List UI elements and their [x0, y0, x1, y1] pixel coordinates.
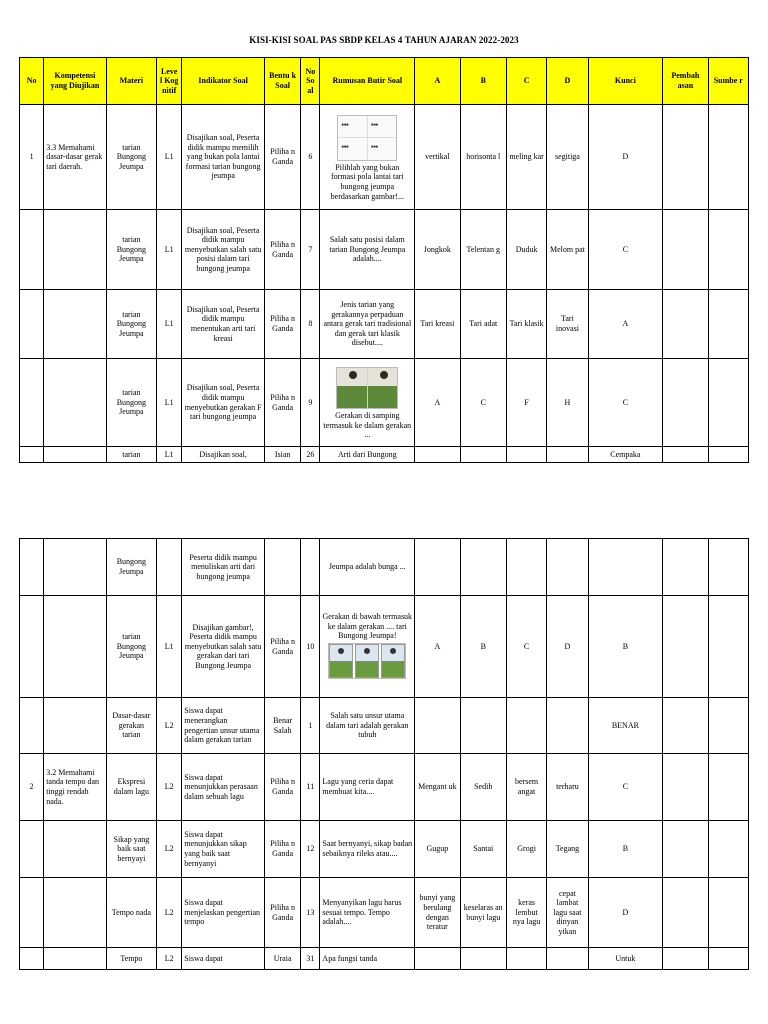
- cell-option-d: Tegang: [547, 821, 588, 878]
- cell-sumber: [708, 698, 748, 754]
- cell-sumber: [708, 105, 748, 210]
- cell-no: 1: [20, 105, 44, 210]
- cell-option-b: keselaras an bunyi lagu: [460, 878, 506, 948]
- header-kunci: Kunci: [588, 58, 663, 105]
- cell-pembahasan: [663, 105, 708, 210]
- cell-bentuk: Isian: [264, 447, 300, 463]
- cell-indikator: Disajikan soal, Peserta didik mampu menyebutkan gerakan F tari bungong jeumpa: [182, 359, 265, 447]
- cell-level: L1: [157, 596, 182, 698]
- cell-indikator: Disajikan soal, Peserta didik mampu memilih yang bukan pola lantai formasi tarian bungong jeumpa: [182, 105, 265, 210]
- cell-bentuk: Benar Salah: [264, 698, 300, 754]
- cell-option-b: Santai: [460, 821, 506, 878]
- cell-level: L1: [157, 447, 182, 463]
- cell-kunci: B: [588, 821, 663, 878]
- header-no: No: [20, 58, 44, 105]
- cell-sumber: [708, 210, 748, 290]
- cell-materi: Ekspresi dalam lagu: [106, 754, 156, 821]
- table-row: [20, 210, 749, 290]
- cell-pembahasan: [663, 539, 708, 596]
- header-option-a: A: [415, 58, 460, 105]
- cell-option-c: [506, 539, 546, 596]
- cell-option-b: [460, 539, 506, 596]
- cell-sumber: [708, 754, 748, 821]
- cell-kunci: C: [588, 359, 663, 447]
- cell-option-d: [547, 447, 588, 463]
- table-row: [20, 698, 749, 754]
- cell-no-soal: 9: [301, 359, 320, 447]
- cell-level: L1: [157, 210, 182, 290]
- header-level: Leve l Kog nitif: [157, 58, 182, 105]
- cell-bentuk: Piliha n Ganda: [264, 210, 300, 290]
- table-row: [20, 290, 749, 359]
- cell-materi: tarian Bungong Jeumpa: [106, 359, 156, 447]
- cell-indikator: Siswa dapat menerangkan pengertian unsur utama dalam gerakan tarian: [182, 698, 265, 754]
- cell-materi: Tempo nada: [106, 878, 156, 948]
- cell-option-c: Tari klasik: [506, 290, 546, 359]
- cell-kompetensi: [44, 948, 107, 970]
- cell-option-a: vertikal: [415, 105, 460, 210]
- cell-kunci: D: [588, 878, 663, 948]
- cell-kunci: C: [588, 754, 663, 821]
- cell-option-d: cepat lambat lagu saat dinyan yikan: [547, 878, 588, 948]
- cell-sumber: [708, 596, 748, 698]
- cell-option-a: Gugup: [415, 821, 460, 878]
- header-row: [20, 58, 749, 105]
- cell-option-c: F: [506, 359, 546, 447]
- cell-option-b: [460, 447, 506, 463]
- cell-kunci: B: [588, 596, 663, 698]
- header-indikator: Indikator Soal: [182, 58, 265, 105]
- cell-kunci: Untuk: [588, 948, 663, 970]
- cell-pembahasan: [663, 359, 708, 447]
- cell-indikator: Siswa dapat: [182, 948, 265, 970]
- cell-materi: Dasar-dasar gerakan tarian: [106, 698, 156, 754]
- cell-materi: tarian Bungong Jeumpa: [106, 105, 156, 210]
- cell-materi: Sikap yang baik saat bernyayi: [106, 821, 156, 878]
- cell-option-b: [460, 698, 506, 754]
- cell-option-c: bersem angat: [506, 754, 546, 821]
- table-row: [20, 596, 749, 698]
- kisi-kisi-table-page-2: [19, 538, 749, 970]
- cell-indikator: Disajikan soal,: [182, 447, 265, 463]
- cell-option-d: Melom pat: [547, 210, 588, 290]
- cell-no-soal: 6: [301, 105, 320, 210]
- cell-no: [20, 596, 44, 698]
- table-row: [20, 754, 749, 821]
- cell-rumusan: Salah satu unsur utama dalam tari adalah gerakan tubuh: [320, 698, 415, 754]
- cell-option-d: [547, 539, 588, 596]
- cell-no-soal: [301, 539, 320, 596]
- header-option-c: C: [506, 58, 546, 105]
- cell-rumusan: Lagu yang ceria dapat membuat kita....: [320, 754, 415, 821]
- cell-rumusan: Jeumpa adalah bunga ...: [320, 539, 415, 596]
- cell-pembahasan: [663, 447, 708, 463]
- cell-option-a: A: [415, 359, 460, 447]
- cell-option-a: Jongkok: [415, 210, 460, 290]
- cell-option-d: [547, 948, 588, 970]
- cell-materi: tarian: [106, 447, 156, 463]
- cell-rumusan: Apa fungsi tanda: [320, 948, 415, 970]
- cell-option-a: [415, 539, 460, 596]
- cell-sumber: [708, 948, 748, 970]
- cell-indikator: Siswa dapat menjelaskan pengertian tempo: [182, 878, 265, 948]
- cell-pembahasan: [663, 698, 708, 754]
- cell-rumusan: Jenis tarian yang gerakannya perpaduan antara gerak tari tradisional dan gerak tari klasik disebut....: [320, 290, 415, 359]
- cell-option-b: Telentan g: [460, 210, 506, 290]
- cell-kunci: C: [588, 210, 663, 290]
- table-row: [20, 359, 749, 447]
- cell-kompetensi: [44, 210, 107, 290]
- cell-rumusan: [320, 105, 415, 210]
- cell-option-b: C: [460, 359, 506, 447]
- cell-no: [20, 210, 44, 290]
- cell-kompetensi: [44, 359, 107, 447]
- cell-sumber: [708, 290, 748, 359]
- cell-no: [20, 821, 44, 878]
- cell-bentuk: Piliha n Ganda: [264, 596, 300, 698]
- cell-option-c: Grogi: [506, 821, 546, 878]
- cell-kompetensi: [44, 821, 107, 878]
- header-option-b: B: [460, 58, 506, 105]
- cell-no-soal: 7: [301, 210, 320, 290]
- cell-option-d: Tari inovasi: [547, 290, 588, 359]
- table-row: [20, 447, 749, 463]
- rumusan-text: Gerakan di samping termasuk ke dalam gerakan ...: [323, 411, 412, 440]
- cell-option-c: meling kar: [506, 105, 546, 210]
- table-row: [20, 821, 749, 878]
- cell-bentuk: Piliha n Ganda: [264, 878, 300, 948]
- cell-option-b: Sedih: [460, 754, 506, 821]
- cell-rumusan: Saat bernyanyi, sikap badan sebaiknya rileks atau....: [320, 821, 415, 878]
- cell-no-soal: 13: [301, 878, 320, 948]
- cell-bentuk: Piliha n Ganda: [264, 821, 300, 878]
- cell-pembahasan: [663, 948, 708, 970]
- cell-option-a: bunyi yang berulang dengan teratur: [415, 878, 460, 948]
- cell-option-a: Mengant uk: [415, 754, 460, 821]
- cell-option-d: [547, 698, 588, 754]
- cell-level: L2: [157, 948, 182, 970]
- cell-kunci: D: [588, 105, 663, 210]
- cell-no: [20, 359, 44, 447]
- cell-bentuk: Piliha n Ganda: [264, 754, 300, 821]
- formasi-pola-lantai-image: [337, 115, 397, 161]
- header-rumusan: Rumusan Butir Soal: [320, 58, 415, 105]
- cell-level: L2: [157, 821, 182, 878]
- cell-sumber: [708, 821, 748, 878]
- cell-no: [20, 447, 44, 463]
- header-no-soal: No So al: [301, 58, 320, 105]
- cell-bentuk: [264, 539, 300, 596]
- cell-kunci: Cempaka: [588, 447, 663, 463]
- cell-indikator: Disajikan soal, Peserta didik mampu menentukan arti tari kreasi: [182, 290, 265, 359]
- cell-kompetensi: [44, 698, 107, 754]
- header-materi: Materi: [106, 58, 156, 105]
- document-title: KISI-KISI SOAL PAS SBDP KELAS 4 TAHUN AJARAN 2022-2023: [249, 35, 519, 45]
- cell-indikator: Peserta didik mampu menuliskan arti dari bungong jeumpa: [182, 539, 265, 596]
- cell-bentuk: Piliha n Ganda: [264, 105, 300, 210]
- cell-no: [20, 539, 44, 596]
- cell-option-d: segitiga: [547, 105, 588, 210]
- cell-level: L1: [157, 105, 182, 210]
- cell-kompetensi: [44, 447, 107, 463]
- cell-indikator: Siswa dapat menunjukkan perasaan dalam sebuah lagu: [182, 754, 265, 821]
- cell-kompetensi: 3.2 Memahami tanda tempo dan tinggi rendah nada.: [44, 754, 107, 821]
- cell-no: [20, 948, 44, 970]
- cell-bentuk: Uraia: [264, 948, 300, 970]
- cell-kompetensi: 3.3 Memahami dasar-dasar gerak tari daerah.: [44, 105, 107, 210]
- cell-indikator: Disajikan soal, Peserta didik mampu menyebutkan salah satu posisi dalam tari bungong jeumpa: [182, 210, 265, 290]
- kisi-kisi-table-page-1: [19, 57, 749, 463]
- table-row: [20, 105, 749, 210]
- cell-option-c: [506, 447, 546, 463]
- cell-level: L2: [157, 754, 182, 821]
- table-row: [20, 878, 749, 948]
- cell-materi: tarian Bungong Jeumpa: [106, 290, 156, 359]
- cell-kunci: BENAR: [588, 698, 663, 754]
- cell-bentuk: Piliha n Ganda: [264, 290, 300, 359]
- penari-gerakan-f-image: [336, 367, 398, 409]
- cell-kompetensi: [44, 878, 107, 948]
- cell-option-a: A: [415, 596, 460, 698]
- cell-option-a: [415, 948, 460, 970]
- cell-rumusan: Salah satu posisi dalam tarian Bungong Jeumpa adalah....: [320, 210, 415, 290]
- cell-level: L2: [157, 878, 182, 948]
- cell-no-soal: 1: [301, 698, 320, 754]
- cell-sumber: [708, 539, 748, 596]
- cell-pembahasan: [663, 210, 708, 290]
- rumusan-text: Gerakan di bawah termasuk ke dalam gerakan .... tari Bungong Jeumpa!: [322, 612, 413, 641]
- cell-no: 2: [20, 754, 44, 821]
- cell-no: [20, 698, 44, 754]
- cell-kompetensi: [44, 290, 107, 359]
- cell-pembahasan: [663, 821, 708, 878]
- cell-no-soal: 10: [301, 596, 320, 698]
- header-sumber: Sumbe r: [708, 58, 748, 105]
- cell-option-a: [415, 698, 460, 754]
- cell-rumusan: [320, 596, 415, 698]
- header-option-d: D: [547, 58, 588, 105]
- cell-materi: tarian Bungong Jeumpa: [106, 596, 156, 698]
- cell-rumusan: Arti dari Bungong: [320, 447, 415, 463]
- cell-rumusan: [320, 359, 415, 447]
- cell-level: [157, 539, 182, 596]
- cell-no-soal: 12: [301, 821, 320, 878]
- cell-sumber: [708, 447, 748, 463]
- cell-bentuk: Piliha n Ganda: [264, 359, 300, 447]
- header-pembahasan: Pembah asan: [663, 58, 708, 105]
- rumusan-text: Pilihlah yang bukan formasi pola lantai tari bungong jeumpa berdasarkan gambar!...: [330, 162, 404, 201]
- cell-kompetensi: [44, 539, 107, 596]
- cell-option-b: Tari adat: [460, 290, 506, 359]
- cell-option-c: keras lembut nya lagu: [506, 878, 546, 948]
- cell-option-d: terharu: [547, 754, 588, 821]
- cell-pembahasan: [663, 754, 708, 821]
- cell-materi: tarian Bungong Jeumpa: [106, 210, 156, 290]
- table-row: [20, 539, 749, 596]
- cell-no-soal: 31: [301, 948, 320, 970]
- cell-option-c: [506, 948, 546, 970]
- table-row: [20, 948, 749, 970]
- penari-gerakan-image: [328, 643, 406, 679]
- cell-no-soal: 26: [301, 447, 320, 463]
- cell-no-soal: 11: [301, 754, 320, 821]
- cell-option-c: Duduk: [506, 210, 546, 290]
- cell-indikator: Siswa dapat menunjukkan sikap yang baik saat bernyanyi: [182, 821, 265, 878]
- cell-pembahasan: [663, 878, 708, 948]
- cell-no: [20, 290, 44, 359]
- cell-option-b: horisonta l: [460, 105, 506, 210]
- header-bentuk: Bentu k Soal: [264, 58, 300, 105]
- cell-no: [20, 878, 44, 948]
- cell-option-a: Tari kreasi: [415, 290, 460, 359]
- cell-rumusan: Menyanyikan lagu harus sesuai tempo. Tempo adalah....: [320, 878, 415, 948]
- cell-option-d: H: [547, 359, 588, 447]
- cell-pembahasan: [663, 596, 708, 698]
- cell-level: L2: [157, 698, 182, 754]
- cell-option-b: [460, 948, 506, 970]
- cell-option-c: [506, 698, 546, 754]
- cell-indikator: Disajikan gambar!, Peserta didik mampu menyebutkan salah satu gerakan dari tari Bungong Jeumpa: [182, 596, 265, 698]
- cell-materi: Tempo: [106, 948, 156, 970]
- cell-kunci: A: [588, 290, 663, 359]
- cell-option-c: C: [506, 596, 546, 698]
- cell-option-a: [415, 447, 460, 463]
- cell-kompetensi: [44, 596, 107, 698]
- cell-level: L1: [157, 290, 182, 359]
- header-kompetensi: Kompetensi yang Diujikan: [44, 58, 107, 105]
- cell-option-b: B: [460, 596, 506, 698]
- cell-kunci: [588, 539, 663, 596]
- cell-level: L1: [157, 359, 182, 447]
- cell-pembahasan: [663, 290, 708, 359]
- cell-sumber: [708, 359, 748, 447]
- cell-no-soal: 8: [301, 290, 320, 359]
- cell-option-d: D: [547, 596, 588, 698]
- cell-materi: Bungong Jeumpa: [106, 539, 156, 596]
- cell-sumber: [708, 878, 748, 948]
